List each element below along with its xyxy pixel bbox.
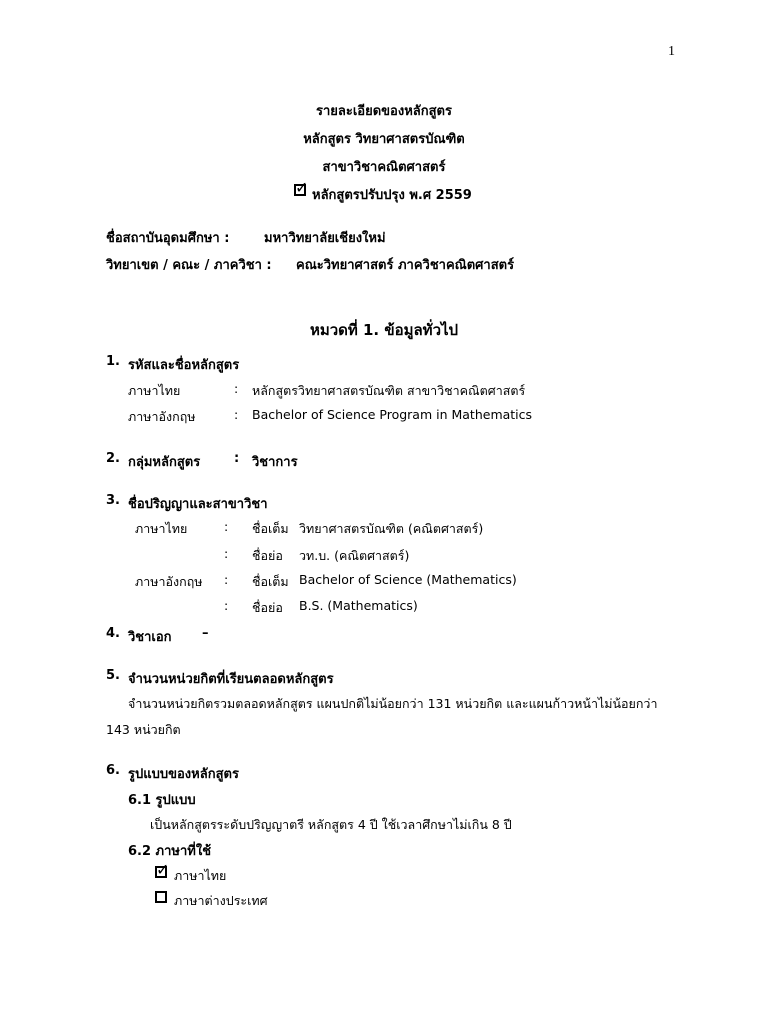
s3-eng-full: Bachelor of Science (Mathematics) <box>299 572 517 587</box>
thai-language-label: ภาษาไทย <box>174 868 227 883</box>
s3-colon-2: : <box>224 546 229 561</box>
institution-label: ชื่อสถาบันอุดมศึกษา : <box>106 231 230 246</box>
s3-abbr-label-2: ชื่อย่อ <box>252 600 283 615</box>
section-6-number: 6. <box>106 763 120 778</box>
s3-full-label-2: ชื่อเต็ม <box>252 574 289 589</box>
section-4-title: วิชาเอก <box>128 630 172 645</box>
section-2-number: 2. <box>106 451 120 466</box>
s3-thai-abbr: วท.บ. (คณิตศาสตร์) <box>299 548 410 563</box>
section-5-number: 5. <box>106 668 120 683</box>
s3-abbr-label-1: ชื่อย่อ <box>252 548 283 563</box>
institution-value: มหาวิทยาลัยเชียงใหม่ <box>264 231 386 246</box>
section-1-title: รหัสและชื่อหลักสูตร <box>128 358 240 373</box>
checkmark-icon: ✓ <box>295 178 309 197</box>
s6-2-title: 6.2 ภาษาที่ใช้ <box>128 844 212 859</box>
major-name: สาขาวิชาคณิตศาสตร์ <box>322 160 446 175</box>
s1-thai-value: หลักสูตรวิทยาศาสตรบัณฑิต สาขาวิชาคณิตศาสตร์ <box>252 383 526 398</box>
foreign-language-checkbox[interactable] <box>155 891 167 903</box>
revised-label: หลักสูตรปรับปรุง พ.ศ 2559 <box>312 188 472 203</box>
section-5-title: จำนวนหน่วยกิตที่เรียนตลอดหลักสูตร <box>128 672 334 687</box>
s3-colon-1: : <box>224 519 229 534</box>
s3-full-label-1: ชื่อเต็ม <box>252 521 289 536</box>
s4-value: – <box>202 626 209 641</box>
thai-language-checkbox[interactable] <box>155 860 170 879</box>
doc-title: รายละเอียดของหลักสูตร <box>316 104 452 119</box>
s1-thai-label: ภาษาไทย <box>128 383 181 398</box>
s3-colon-4: : <box>224 598 229 613</box>
s5-line-1: จำนวนหน่วยกิตรวมตลอดหลักสูตร แผนปกติไม่น้อยกว่า 131 หน่วยกิต และแผนก้าวหน้าไม่น้อยกว่า <box>128 696 658 711</box>
foreign-language-label: ภาษาต่างประเทศ <box>174 893 268 908</box>
checkmark-icon: ✓ <box>156 860 170 879</box>
s1-eng-value: Bachelor of Science Program in Mathematics <box>252 407 533 422</box>
s1-thai-colon: : <box>234 381 239 396</box>
chapter-title: หมวดที่ 1. ข้อมูลทั่วไป <box>309 321 459 339</box>
s3-thai-full: วิทยาศาสตรบัณฑิต (คณิตศาสตร์) <box>299 521 484 536</box>
s6-1-title: 6.1 รูปแบบ <box>128 793 196 808</box>
section-3-title: ชื่อปริญญาและสาขาวิชา <box>128 497 268 512</box>
section-3-number: 3. <box>106 493 120 508</box>
s3-thai-label: ภาษาไทย <box>135 521 188 536</box>
s3-eng-label: ภาษาอังกฤษ <box>135 574 203 589</box>
revised-checkbox <box>294 178 309 197</box>
section-6-title: รูปแบบของหลักสูตร <box>128 767 239 782</box>
section-1-number: 1. <box>106 354 120 369</box>
s2-colon: : <box>234 451 240 466</box>
program-name: หลักสูตร วิทยาศาสตรบัณฑิต <box>303 132 465 147</box>
s6-1-text: เป็นหลักสูตรระดับปริญญาตรี หลักสูตร 4 ปี ใช้เวลาศึกษาไม่เกิน 8 ปี <box>150 817 512 832</box>
faculty-value: คณะวิทยาศาสตร์ ภาควิชาคณิตศาสตร์ <box>296 258 515 273</box>
page-number: 1 <box>668 44 675 59</box>
s5-line-2: 143 หน่วยกิต <box>106 722 181 737</box>
section-2-title: กลุ่มหลักสูตร <box>128 455 201 470</box>
section-4-number: 4. <box>106 626 120 641</box>
s1-eng-colon: : <box>234 407 239 422</box>
s3-eng-abbr: B.S. (Mathematics) <box>299 598 418 613</box>
faculty-label: วิทยาเขต / คณะ / ภาควิชา : <box>106 258 272 273</box>
s3-colon-3: : <box>224 572 229 587</box>
s2-value: วิชาการ <box>252 455 298 470</box>
s1-eng-label: ภาษาอังกฤษ <box>128 409 196 424</box>
